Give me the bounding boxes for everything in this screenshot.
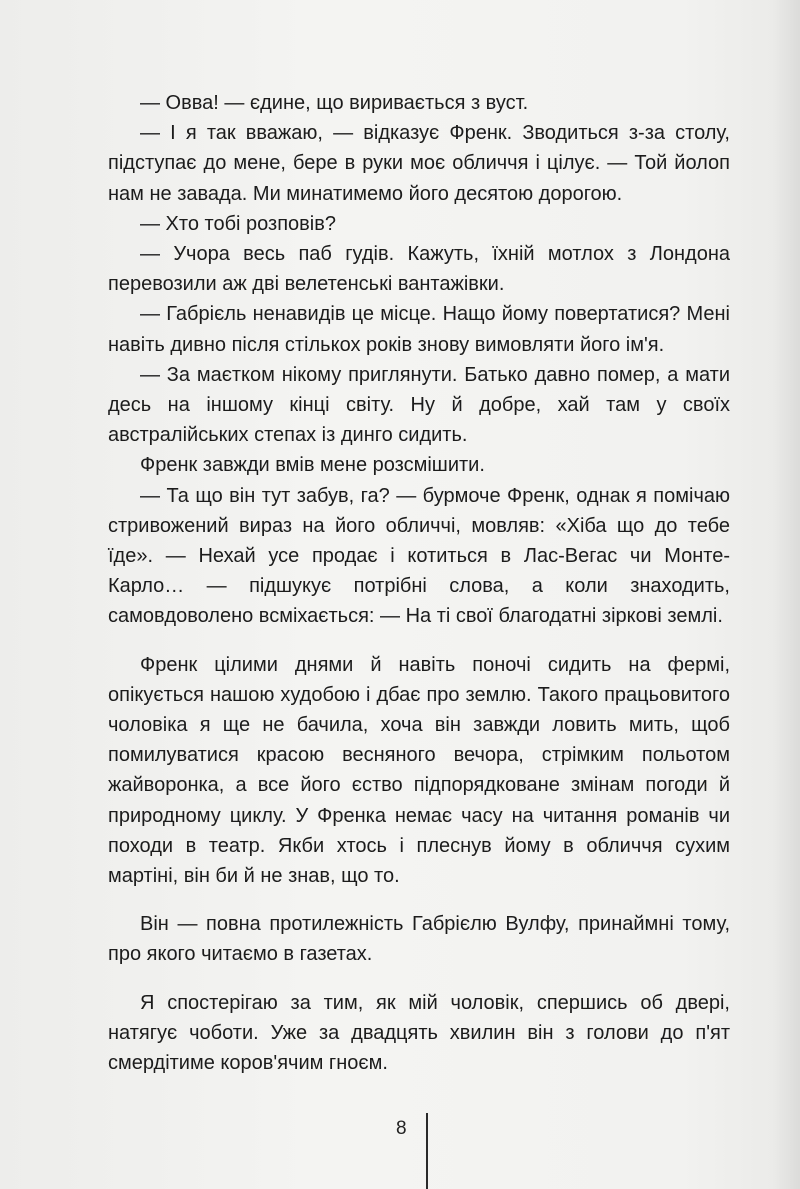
paragraph-7: Френк завжди вмів мене розсмішити.	[140, 454, 485, 477]
page-number: 8	[396, 1118, 407, 1139]
paragraph-4: — Учора весь паб гудів. Кажуть, їхній мотлох з Лондона перевозили аж дві велетенські вантажівки.	[108, 243, 730, 296]
body-text	[108, 88, 730, 1078]
page-number-rule	[426, 1113, 428, 1189]
paragraph-1: — Овва! — єдине, що виривається з вуст.	[140, 92, 529, 114]
page-edge-shadow	[772, 0, 800, 1189]
paragraph-10: Він — повна протилежність Габрієлю Вулфу, принаймні тому, про якого читаємо в газетах.	[108, 913, 730, 966]
paragraph-9: Френк цілими днями й навіть поночі сидить на фермі, опікується нашою худобою і дбає про землю. Такого працьовитого чоловіка я ще не бачила, хоча він завжди ловить мить, щоб помилуватися красою весняного вечора, стрімким польотом жайворонка, а все його єство підпорядковане змінам погоди й природному циклу. У Френка немає часу на читання романів чи походи в театр. Якби хтось і плеснув йому в обличчя сухим мартіні, він би й не знав, що то.	[108, 653, 730, 888]
paragraph-8: — Та що він тут забув, га? — бурмоче Френк, однак я помічаю стривожений вираз на його обличчі, мовляв: «Хіба що до тебе їде». — Нехай усе продає і котиться в Лас-Вегас чи Монте-Карло… — підшукує потрібні слова, а коли знаходить, самовдоволено всміхається: — На ті свої благодатні зіркові землі.	[108, 484, 730, 628]
paragraph-6: — За маєтком нікому приглянути. Батько давно помер, а мати десь на іншому кінці світу. Ну й добре, хай там у своїх австралійських степах із динго сидить.	[108, 363, 730, 447]
paragraph-11: Я спостерігаю за тим, як мій чоловік, спершись об двері, натягує чоботи. Уже за двадцять хвилин він з голови до п'ят смердітиме коров'ячим гноєм.	[108, 991, 730, 1075]
paragraph-3: — Хто тобі розповів?	[140, 212, 336, 235]
paragraph-5: — Габрієль ненавидів це місце. Нащо йому повертатися? Мені навіть дивно після стількох років знову вимовляти його ім'я.	[108, 303, 730, 356]
paragraph-2: — І я так вважаю, — відказує Френк. Зводиться з-за столу, підступає до мене, бере в руки моє обличчя і цілує. — Той йолоп нам не завада. Ми минатимемо його десятою дорогою.	[108, 122, 730, 205]
